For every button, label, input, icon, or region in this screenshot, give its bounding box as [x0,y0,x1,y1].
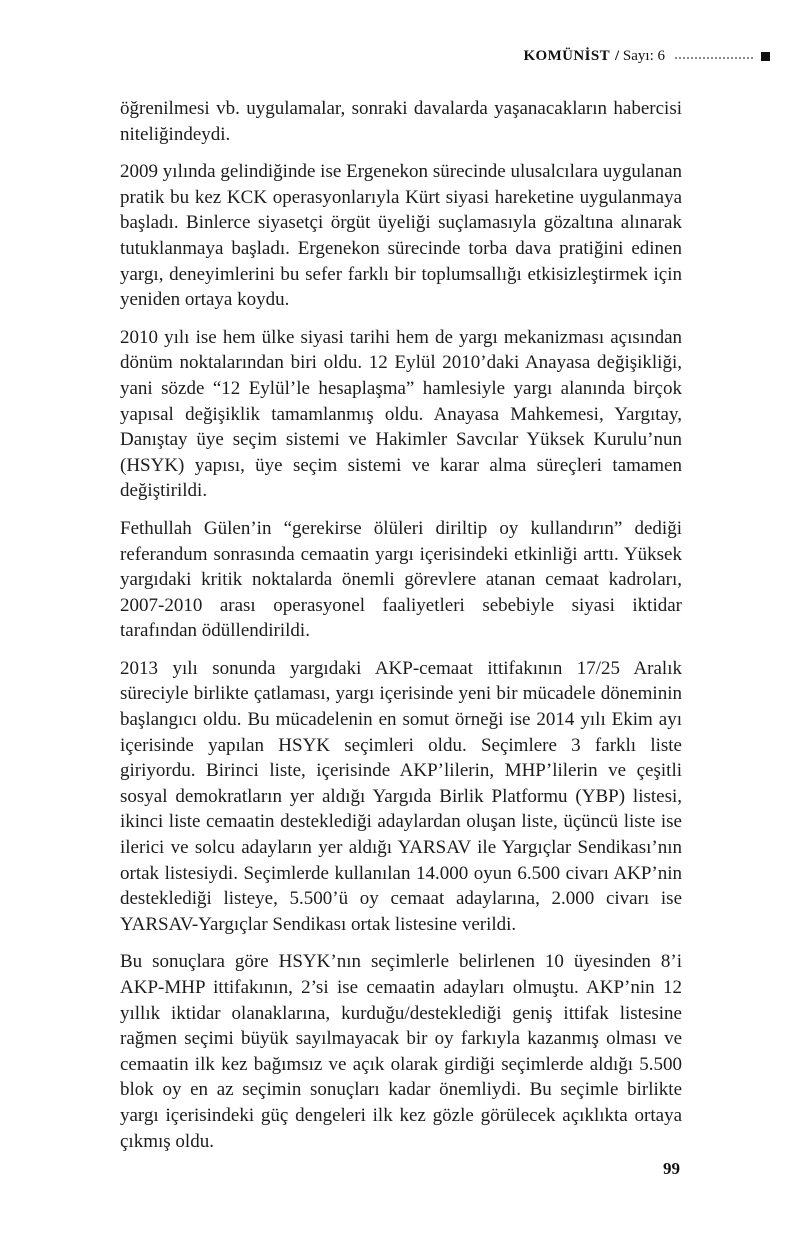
issue-slash: / [614,48,620,64]
page-header [120,48,770,65]
page-number: 99 [663,1159,680,1178]
header-square-icon [761,52,770,61]
issue-label [615,48,665,65]
issue-number: Sayı: 6 [622,48,665,64]
header-dotted-rule [675,57,753,59]
paragraph-4: Fethullah Gülen’in “gerekirse ölüleri diriltip oy kullandırın” dediği referandum sonrasında cemaatin yargı içerisindeki etkinliği arttı. Yüksek yargıdaki kritik noktalarda önemli görevlere atanan cemaat kadroları, 2007-2010 arası operasyonel faaliyetleri sebebiyle siyasi iktidar tarafından ödüllendirildi. [120,517,682,642]
page-footer [663,1159,680,1179]
paragraph-3: 2010 yılı ise hem ülke siyasi tarihi hem de yargı mekanizması açısından dönüm noktalarından biri oldu. 12 Eylül 2010’daki Anayasa değişikliği, yani sözde “12 Eylül’le hesaplaşma” hamlesiyle yargı alanında birçok yapısal değişiklik tamamlanmış oldu. Anayasa Mahkemesi, Yargıtay, Danıştay üye seçim sistemi ve Hakimler Savcılar Yüksek Kurulu’nun (HSYK) yapısı, üye seçim sistemi ve karar alma süreçleri tamamen değiştirildi. [120,326,682,502]
journal-title: KOMÜNİST [523,48,610,64]
paragraph-5: 2013 yılı sonunda yargıdaki AKP-cemaat ittifakının 17/25 Aralık süreciyle birlikte çatlaması, yargı içerisinde yeni bir mücadele döneminin başlangıcı oldu. Bu mücadelenin en somut örneği ise 2014 yılı Ekim ayı içerisinde yapılan HSYK seçimleri oldu. Seçimlere 3 farklı liste giriyordu. Birinci liste, içerisinde AKP’lilerin, MHP’lilerin ve çeşitli sosyal demokratların yer aldığı Yargıda Birlik Platformu (YBP) listesi, ikinci liste cemaatin desteklediği adaylardan oluşan liste, üçüncü liste ise ilerici ve solcu adayların yer aldığı YARSAV ile Yargıçlar Sendikası’nın ortak listesiydi. Seçimlerde kullanılan 14.000 oyun 6.500 civarı AKP’nin desteklediği listeye, 5.500’ü oy cemaat adaylarına, 2.000 civarı ise YARSAV-Yargıçlar Sendikası ortak listesine verildi. [120,657,682,935]
paragraph-2: 2009 yılında gelindiğinde ise Ergenekon sürecinde ulusalcılara uygulanan pratik bu kez KCK operasyonlarıyla Kürt siyasi hareketine uygulanmaya başladı. Binlerce siyasetçi örgüt üyeliği suçlamasıyla gözaltına alınarak tutuklanmaya başladı. Ergenekon sürecinde torba dava pratiğini edinen yargı, deneyimlerini bu sefer farklı bir toplumsallığı etkisizleştirmek için yeniden ortaya koydu. [120,161,682,311]
paragraph-1: öğrenilmesi vb. uygulamalar, sonraki davalarda yaşanacakların habercisi niteliğindeydi. [120,98,682,145]
paragraph-6: Bu sonuçlara göre HSYK’nın seçimlerle belirlenen 10 üyesinden 8’i AKP-MHP ittifakının, 2’si ise cemaatin adayları olmuştu. AKP’nin 12 yıllık iktidar olanaklarına, kurduğu/desteklediği geniş ittifak listesine rağmen seçimi büyük sayılmayacak bir oy farkıyla kazanmış olması ve cemaatin ilk kez bağımsız ve açık olarak girdiği seçimlerde aldığı 5.500 blok oy en az seçimin sonuçları kadar önemliydi. Bu seçimle birlikte yargı içerisindeki güç dengeleri ilk kez gözle görülecek açıklıkta ortaya çıkmış oldu. [120,951,682,1152]
article-body [120,96,682,1166]
